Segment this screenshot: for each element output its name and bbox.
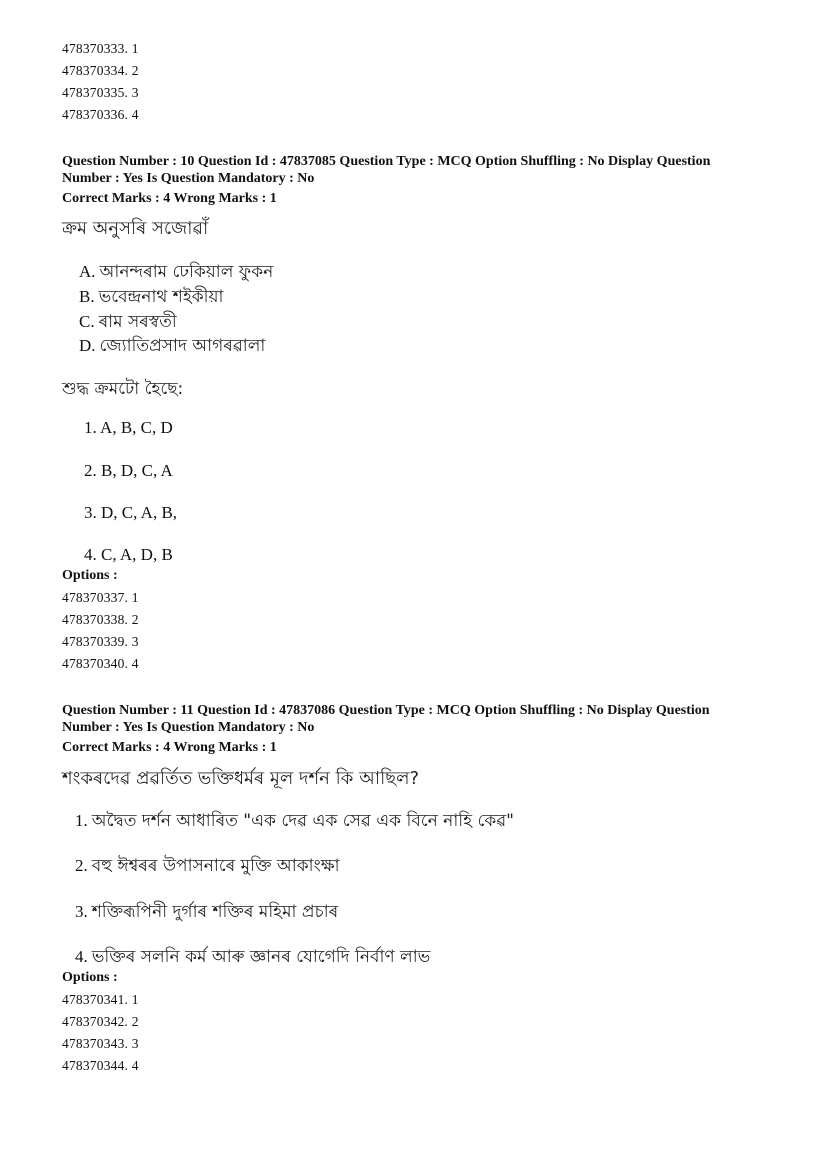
choice-text: বহু ঈশ্বৰৰ উপাসনাৰে মুক্তি আকাংক্ষা — [91, 856, 340, 876]
choice-item — [75, 808, 514, 836]
option-id-line: 478370335. 3 — [62, 85, 139, 100]
question-header: Question Number : 11 Question Id : 47837086 Question Type : MCQ Option Shuffling : No Display Question — [62, 703, 710, 718]
option-id-line: 478370338. 2 — [62, 612, 139, 627]
option-id-line: 478370342. 2 — [62, 1014, 139, 1029]
choice-item — [75, 944, 430, 972]
options-label: Options : — [62, 970, 118, 985]
choice-text: শক্তিৰূপিনী দুৰ্গাৰ শক্তিৰ মহিমা প্ৰচাৰ — [91, 902, 339, 922]
option-id-line: 478370343. 3 — [62, 1036, 139, 1051]
choice-text: ভক্তিৰ সলনি কৰ্ম আৰু জ্ঞানৰ যোগেদি নিৰ্বাণ লাভ — [91, 947, 431, 967]
marks-line: Correct Marks : 4 Wrong Marks : 1 — [62, 740, 277, 755]
match-item — [79, 333, 265, 361]
question-instruction: ক্ৰম অনুসৰি সজোৱাঁ — [62, 218, 209, 239]
option-id-line: 478370337. 1 — [62, 590, 139, 605]
question-header: Question Number : 10 Question Id : 47837085 Question Type : MCQ Option Shuffling : No Display Question — [62, 154, 711, 169]
item-text: ৰাম সৰস্বতী — [98, 312, 177, 332]
choice-item: 4. C, A, D, B — [84, 545, 173, 564]
option-id-line: 478370341. 1 — [62, 992, 139, 1007]
item-text: ভবেন্দ্ৰনাথ শইকীয়া — [98, 287, 224, 307]
question-text: শংকৰদেৱ প্ৰৱৰ্তিত ভক্তিধৰ্মৰ মূল দৰ্শন কি আছিল? — [62, 768, 420, 789]
option-id-line: 478370340. 4 — [62, 656, 139, 671]
choice-item: 3. D, C, A, B, — [84, 503, 178, 522]
question-header-cont: Number : Yes Is Question Mandatory : No — [62, 171, 315, 186]
choice-item: 1. A, B, C, D — [84, 418, 173, 437]
option-id-line: 478370339. 3 — [62, 634, 139, 649]
question-header-cont: Number : Yes Is Question Mandatory : No — [62, 720, 315, 735]
answer-prompt: শুদ্ধ ক্ৰমটো হৈছে: — [62, 379, 184, 399]
options-label: Options : — [62, 568, 118, 583]
choice-number: 3. — [75, 902, 88, 921]
item-text: জ্যোতিপ্ৰসাদ আগৰৱালা — [99, 336, 266, 356]
option-id-line: 478370333. 1 — [62, 41, 139, 56]
option-id-line: 478370344. 4 — [62, 1058, 139, 1073]
marks-line: Correct Marks : 4 Wrong Marks : 1 — [62, 191, 277, 206]
choice-number: 2. — [75, 856, 88, 875]
item-letter: D. — [79, 336, 96, 355]
item-letter: C. — [79, 312, 95, 331]
choice-number: 1. — [75, 811, 88, 830]
choice-item: 2. B, D, C, A — [84, 461, 173, 480]
option-id-line: 478370336. 4 — [62, 107, 139, 122]
item-letter: B. — [79, 287, 95, 306]
item-letter: A. — [79, 262, 96, 281]
match-item — [79, 259, 273, 287]
option-id-line: 478370334. 2 — [62, 63, 139, 78]
choice-item — [75, 853, 340, 881]
choice-item — [75, 899, 338, 927]
choice-text: অদ্বৈত দৰ্শন আধাৰিত "এক দেৱ এক সেৱ এক বিনে নাহি কেৱ" — [91, 811, 515, 831]
match-item — [79, 284, 223, 312]
choice-number: 4. — [75, 947, 88, 966]
item-text: আনন্দৰাম ঢেকিয়াল ফুকন — [99, 262, 274, 282]
